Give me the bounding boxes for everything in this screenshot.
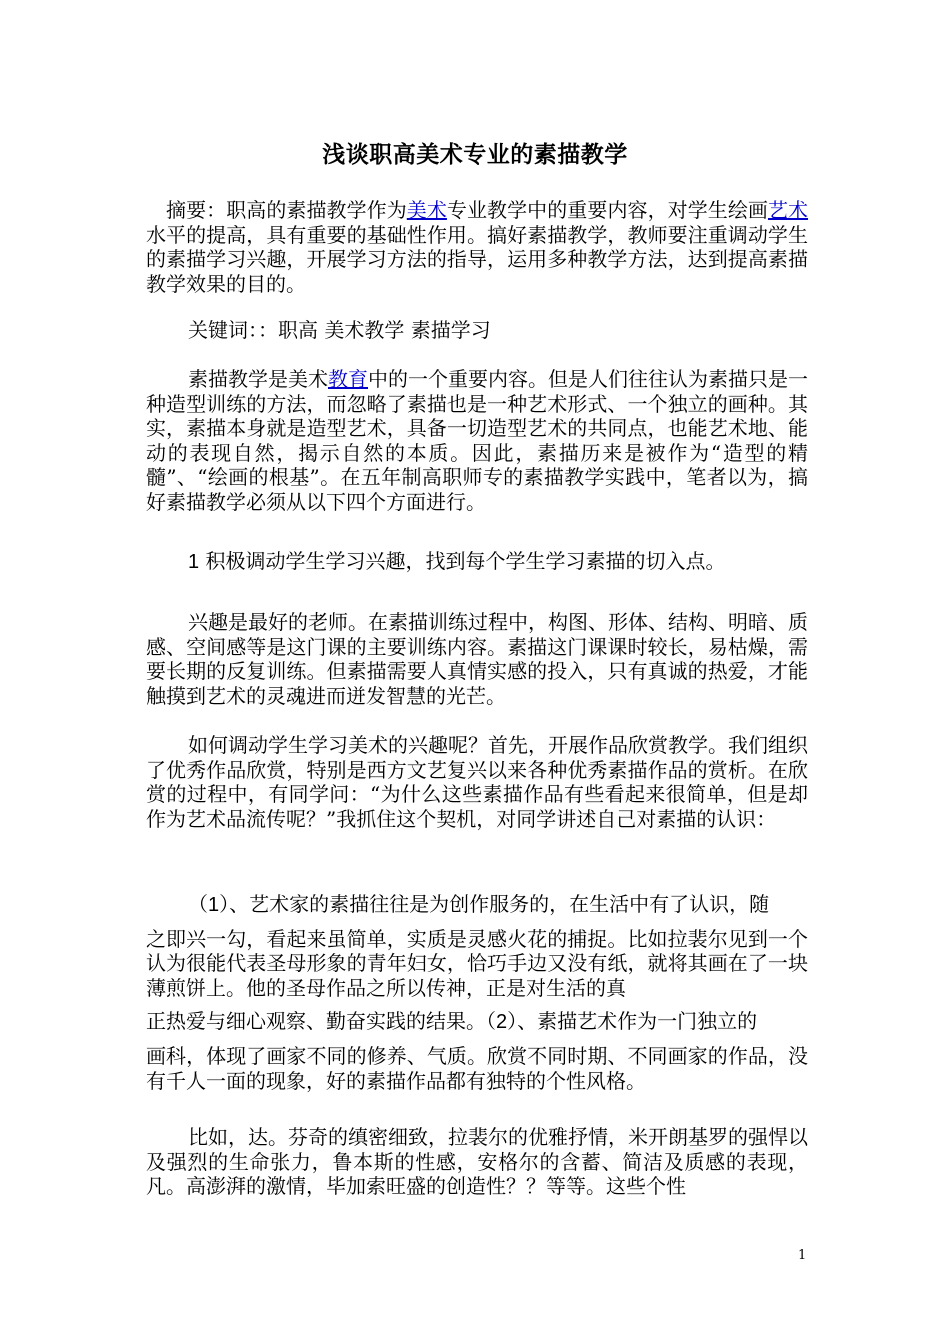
point-number-1: （1） — [188, 894, 230, 916]
points-text-3b: 、素描艺术作为一门独立的 — [517, 1009, 758, 1034]
abstract-text-3: 水平的提高，具有重要的基础性作用。搞好素描教学，教师要注重调动学生的素描学习兴趣，开展学习方法的指导，运用多种教学方法，达到提高素描教学效果的目的。 — [146, 222, 808, 296]
link-yishu[interactable]: 艺术 — [767, 198, 809, 222]
points-paragraph — [146, 892, 808, 1093]
section-heading-1 — [146, 549, 808, 575]
section-heading-text: 积极调动学生学习兴趣，找到每个学生学习素描的切入点。 — [205, 549, 726, 573]
abstract-text-1: 摘要：职高的素描教学作为 — [166, 198, 407, 222]
intro-paragraph — [146, 367, 808, 515]
points-line-4: 画科，体现了画家不同的修养、气质。欣赏不同时期、不同画家的作品，没有千人一面的现象，好的素描作品都有独特的个性风格。 — [146, 1043, 808, 1093]
points-line-1 — [146, 892, 808, 918]
how-paragraph: 如何调动学生学习美术的兴趣呢？首先，开展作品欣赏教学。我们组织了优秀作品欣赏，特别是西方文艺复兴以来各种优秀素描作品的赏析。在欣赏的过程中，有同学问：“为什么这些素描作品有些看起来很简单，但是却作为艺术品流传呢？”我抓住这个契机，对同学讲述自己对素描的认识： — [146, 733, 808, 831]
section-heading-number: 1 — [188, 551, 200, 573]
example-paragraph: 比如，达。芬奇的缜密细致，拉裴尔的优雅抒情，米开朗基罗的强悍以及强烈的生命张力，鲁本斯的性感，安格尔的含蓄、简洁及质感的表现，凡。高澎湃的激情，毕加索旺盛的创造性？？等等。这些个性 — [146, 1125, 808, 1199]
link-meishu[interactable]: 美术 — [406, 198, 447, 222]
intro-text-2: 中的一个重要内容。但是人们往往认为素描只是一种造型训练的方法，而忽略了素描也是一种艺术形式、一个独立的画种。其实，素描本身就是造型艺术，具备一切造型艺术的共同点，也能艺术地、能动的表现自然，揭示自然的本质。因此，素描历来是被作为“造型的精髓”、“绘画的根基”。在五年制高职师专的素描教学实践中，笔者以为，搞好素描教学必须从以下四个方面进行。 — [146, 367, 808, 514]
points-line-3 — [146, 1009, 808, 1035]
abstract-paragraph — [146, 198, 808, 296]
keywords-line: 关键词：：职高 美术教学 素描学习 — [188, 318, 491, 342]
points-text-1: 、艺术家的素描往往是为创作服务的，在生活中有了认识，随 — [229, 892, 770, 916]
link-jiaoyu[interactable]: 教育 — [328, 367, 368, 391]
points-line-2: 之即兴一勾，看起来虽简单，实质是灵感火花的捕捉。比如拉裴尔见到一个认为很能代表圣母形象的青年妇女，恰巧手边又没有纸，就将其画在了一块薄煎饼上。他的圣母作品之所以传神，正是对生活的真 — [146, 926, 808, 1000]
points-text-3a: 正热爱与细心观察、勤奋实践的结果。 — [146, 1009, 486, 1034]
intro-text-1: 素描教学是美术 — [188, 367, 328, 391]
point-number-2: （2） — [486, 1011, 518, 1034]
page-title: 浅谈职高美术专业的素描教学 — [322, 141, 628, 168]
page-number: 1 — [798, 1248, 807, 1263]
interest-paragraph: 兴趣是最好的老师。在素描训练过程中，构图、形体、结构、明暗、质感、空间感等是这门课的主要训练内容。素描这门课课时较长，易枯燥，需要长期的反复训练。但素描需要人真情实感的投入，只有真诚的热爱，才能触摸到艺术的灵魂进而迸发智慧的光芒。 — [146, 610, 808, 708]
abstract-text-2: 专业教学中的重要内容，对学生绘画 — [446, 198, 768, 222]
